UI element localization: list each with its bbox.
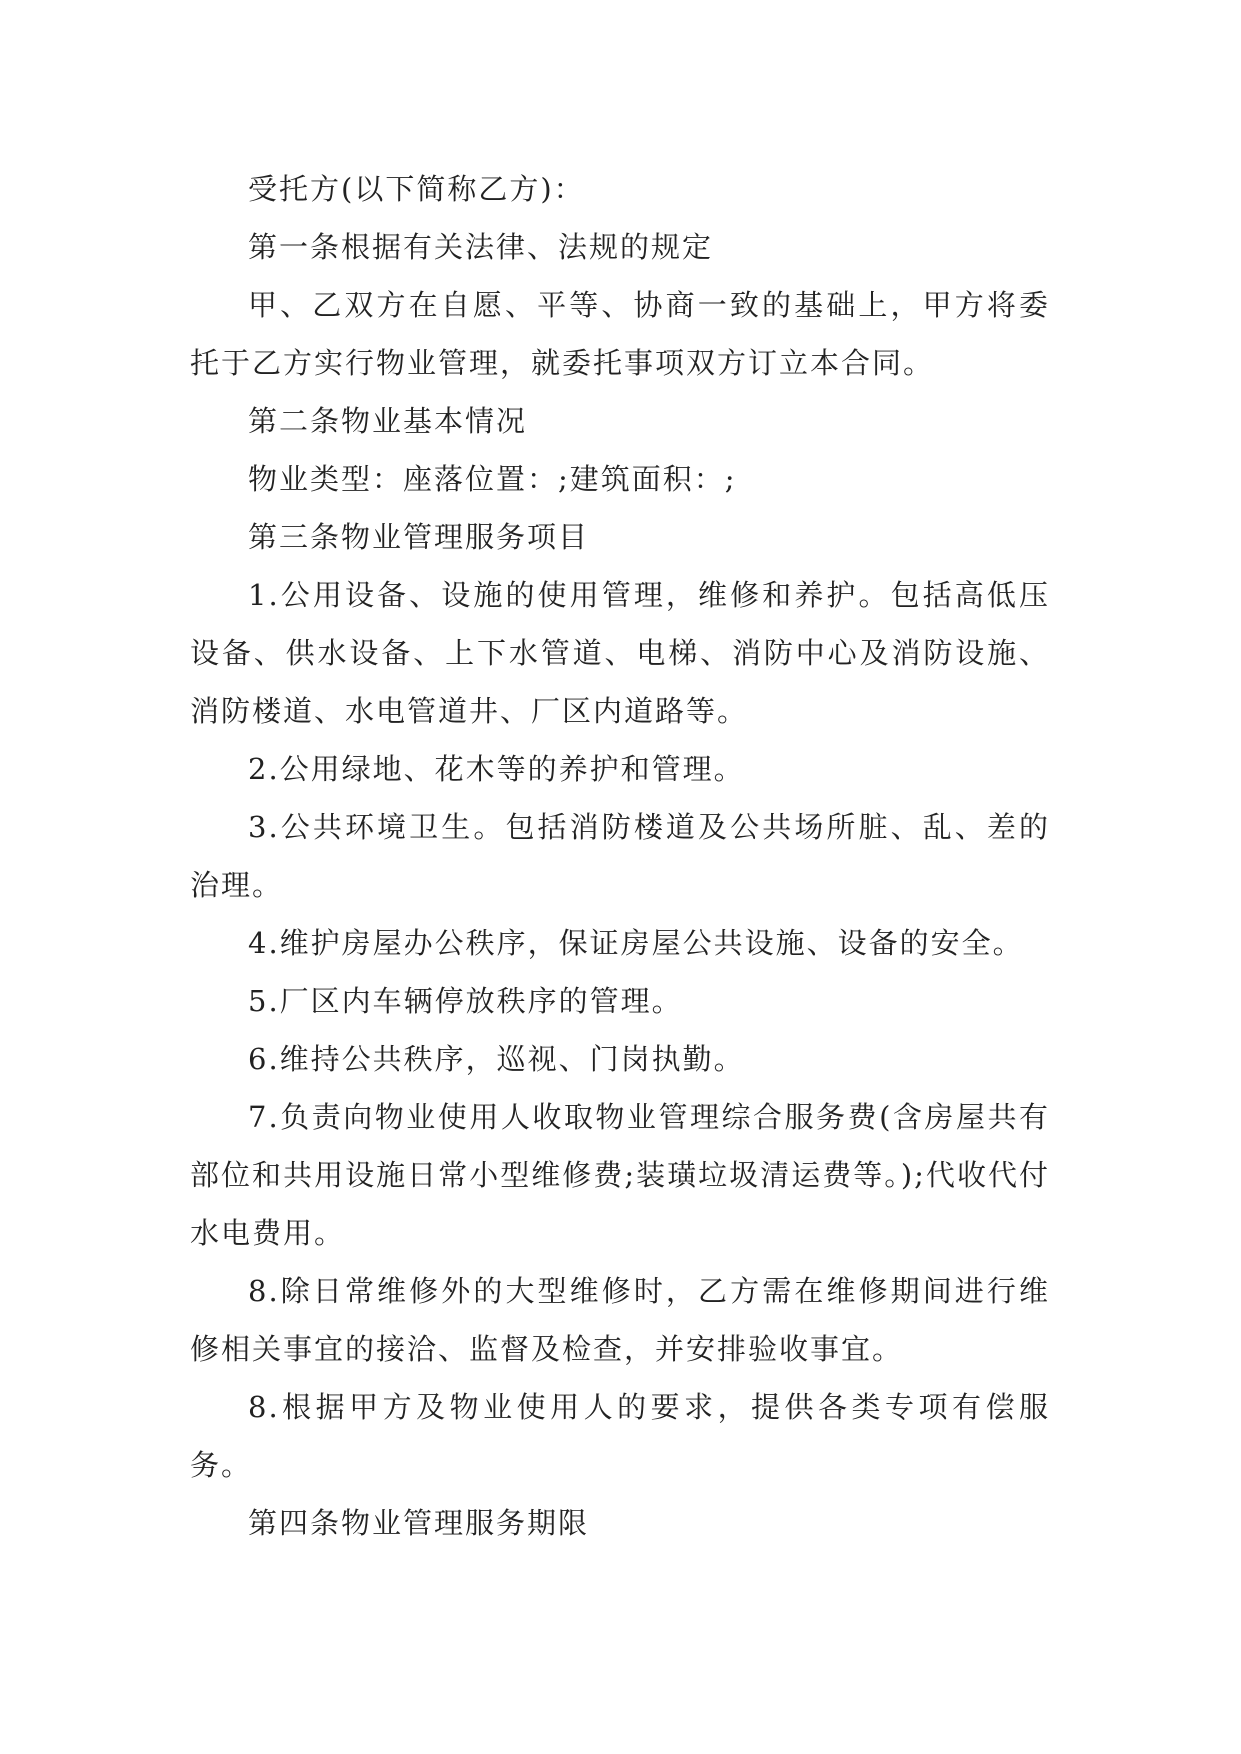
paragraph-item-8b: 8.根据甲方及物业使用人的要求，提供各类专项有偿服务。 xyxy=(190,1390,1050,1482)
paragraph-property-info: 物业类型：座落位置：;建筑面积：; xyxy=(248,462,737,496)
paragraph-article-4-heading: 第四条物业管理服务期限 xyxy=(248,1506,590,1540)
paragraph-item-4: 4.维护房屋办公秩序，保证房屋公共设施、设备的安全。 xyxy=(248,926,1024,960)
paragraph-item-7: 7.负责向物业使用人收取物业管理综合服务费(含房屋共有部位和共用设施日常小型维修费;装璜垃圾清运费等。);代收代付水电费用。 xyxy=(190,1100,1050,1250)
document-body xyxy=(190,160,1050,1552)
paragraph-article-1-body: 甲、乙双方在自愿、平等、协商一致的基础上，甲方将委托于乙方实行物业管理，就委托事项双方订立本合同。 xyxy=(190,288,1050,380)
paragraph-item-8a: 8.除日常维修外的大型维修时，乙方需在维修期间进行维修相关事宜的接洽、监督及检查，并安排验收事宜。 xyxy=(190,1274,1050,1366)
paragraph-item-1: 1.公用设备、设施的使用管理，维修和养护。包括高低压设备、供水设备、上下水管道、电梯、消防中心及消防设施、消防楼道、水电管道井、厂区内道路等。 xyxy=(190,578,1050,728)
paragraph-trustee: 受托方(以下简称乙方)： xyxy=(248,172,585,206)
paragraph-item-6: 6.维持公共秩序，巡视、门岗执勤。 xyxy=(248,1042,745,1076)
paragraph-article-1-heading: 第一条根据有关法律、法规的规定 xyxy=(248,230,714,264)
paragraph-item-2: 2.公用绿地、花木等的养护和管理。 xyxy=(248,752,745,786)
paragraph-article-3-heading: 第三条物业管理服务项目 xyxy=(248,520,590,554)
paragraph-item-3: 3.公共环境卫生。包括消防楼道及公共场所脏、乱、差的治理。 xyxy=(190,810,1050,902)
paragraph-article-2-heading: 第二条物业基本情况 xyxy=(248,404,528,438)
paragraph-item-5: 5.厂区内车辆停放秩序的管理。 xyxy=(248,984,683,1018)
